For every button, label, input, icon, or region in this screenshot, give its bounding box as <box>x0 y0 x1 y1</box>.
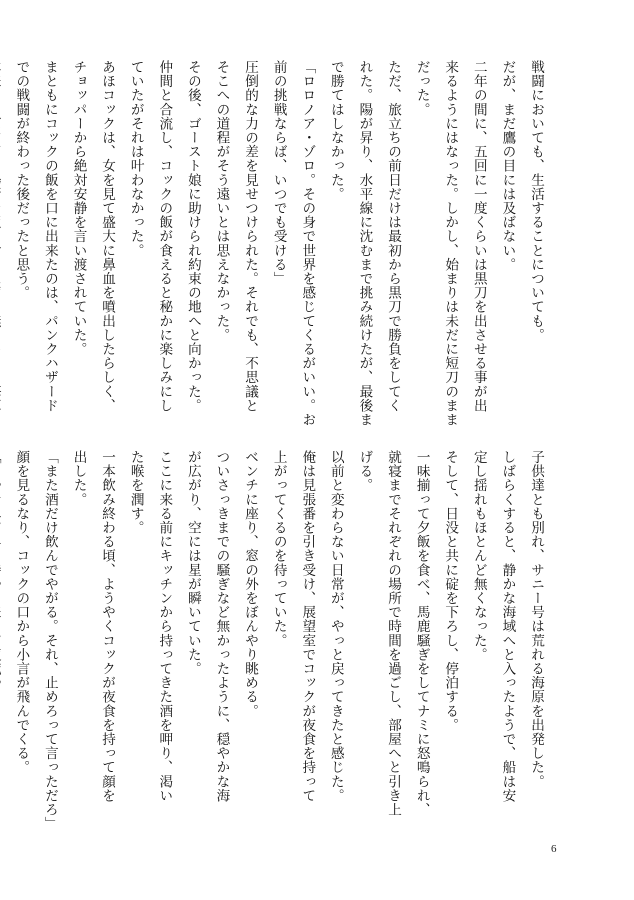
text-line: げる。 <box>356 450 373 493</box>
text-line: その後、ゴースト娘に助けられ約束の地へと向かった。 <box>184 60 201 413</box>
text-line: 圧倒的な力の差を見せつけられた。それでも、不思議と <box>242 60 259 413</box>
text-line: あほコックは、女を見て盛大に鼻血を噴出したらしく、 <box>99 60 116 413</box>
text-line: で勝てはしなかった。 <box>327 60 344 201</box>
text-line: そして、日没と共に碇を下ろし、停泊する。 <box>442 450 459 732</box>
text-line: 定し揺れもほとんど無くなった。 <box>470 450 487 662</box>
text-line <box>0 60 7 418</box>
text-line: た喉を潤す。 <box>127 450 144 535</box>
text-line: 俺は見張番を引き受け、展望室でコックが夜食を持って <box>299 450 316 803</box>
text-line: ついさっきまでの騒ぎなど無かったように、穏やかな海 <box>213 450 230 803</box>
text-line: 戦闘においても、生活することについても。 <box>528 60 544 342</box>
text-line: 就寝までそれぞれの場所で時間を過ごし、部屋へと引き上 <box>385 450 402 817</box>
text-block-top <box>13 60 550 427</box>
text-line: 一本飲み終わる頃、ようやくコックが夜食を持って顔を <box>99 450 116 803</box>
text-line: 来るようにはなった。しかし、始まりは未だに短刀のまま <box>442 60 459 427</box>
text-line: れた。陽が昇り、水平線に沈むまで挑み続けたが、最後ま <box>356 60 373 427</box>
text-line: ベンチに座り、窓の外をぼんやり眺める。 <box>242 450 259 718</box>
text-line: ただ、旅立ちの前日だけは最初から黒刀で勝負をしてく <box>385 60 402 413</box>
text-line: チョッパーから絶対安静を言い渡されていた。 <box>70 60 87 357</box>
text-line: 顔を見るなり、コックの口から小言が飛んでくる。 <box>13 450 30 775</box>
text-line: 「ロロノア・ゾロ。その身で世界を感じてくるがいい。お <box>299 60 316 427</box>
text-line: ていたがそれは叶わなかった。 <box>127 60 144 258</box>
text-line: 子供達とも別れ、サニー号は荒れる海原を出発した。 <box>528 450 544 789</box>
text-line: しばらくすると、静かな海域へと入ったようで、船は安 <box>499 450 516 803</box>
text-block-bottom <box>13 450 550 831</box>
text-line: での戦闘が終わった後だったと思う。 <box>13 60 30 300</box>
text-line: 「また酒だけ飲んでやがる。それ、止めろって言っただろ」 <box>41 450 58 831</box>
text-line: ここに来る前にキッチンから持ってきた酒を呷り、渇い <box>156 450 173 803</box>
text-line: そこへの道程がそう遠いとは思えなかった。 <box>213 60 230 342</box>
text-line: 一味揃って夕飯を食べ、馬鹿騒ぎをしてナミに怒鳴られ、 <box>413 450 430 817</box>
text-line: だった。 <box>413 60 430 117</box>
text-line: 仲間と合流し、コックの飯が食えると秘かに楽しみにし <box>156 60 173 413</box>
text-line: が広がり、空には星が瞬いていた。 <box>184 450 201 676</box>
text-line: だが、まだ鷹の目には及ばない。 <box>499 60 516 272</box>
text-line <box>0 450 7 815</box>
text-line: 以前と変わらない日常が、やっと戻ってきたと感じた。 <box>327 450 344 803</box>
text-line: 前の挑戦ならば、いつでも受ける」 <box>270 60 287 286</box>
page-number: 6 <box>551 843 557 855</box>
text-line: まともにコックの飯を口に出来たのは、パンクハザード <box>41 60 58 413</box>
text-line: 二年の間に、五回に一度くらいは黒刀を出させる事が出 <box>470 60 487 413</box>
text-line: 上がってくるのを待っていた。 <box>270 450 287 648</box>
text-line: 出した。 <box>70 450 87 507</box>
